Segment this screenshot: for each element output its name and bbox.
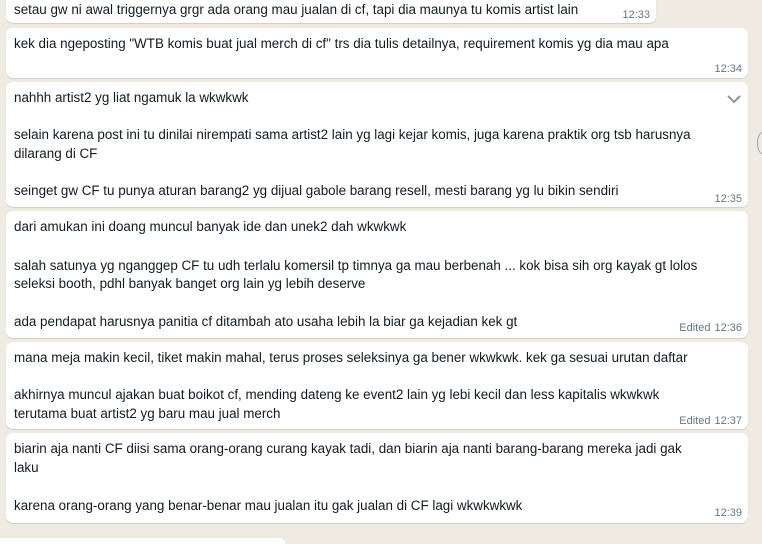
message-time — [714, 193, 742, 205]
message-text: seleksi booth, pdhl banyak banget org lain yg lebih deserve — [14, 276, 366, 291]
side-scroll-handle[interactable] — [757, 132, 762, 154]
message-bubble[interactable] — [6, 342, 748, 429]
timestamp: 12:33 — [622, 9, 650, 21]
message-text: karena orang-orang yang benar-benar mau jualan itu gak jualan di CF lagi wkwkwkwk — [14, 498, 523, 513]
message-time — [714, 63, 742, 75]
message-meta — [679, 322, 742, 334]
message-bubble[interactable] — [6, 82, 748, 207]
message-bubble[interactable] — [6, 433, 748, 523]
message-meta — [679, 415, 742, 427]
message-text: mana meja makin kecil, tiket makin mahal, terus proses seleksinya ga bener wkwkwk. kek ga sesuai urutan daftar — [14, 350, 688, 365]
message-bubble[interactable] — [6, 211, 748, 338]
message-text: dari amukan ini doang muncul banyak ide dan unek2 dah wkwkwk — [14, 219, 407, 234]
message-text: dilarang di CF — [14, 146, 98, 161]
chevron-down-icon[interactable] — [726, 92, 742, 104]
timestamp: 12:36 — [714, 322, 742, 334]
message-text: terutama buat artist2 yg baru mau jual merch — [14, 406, 281, 421]
message-text: kek dia ngeposting "WTB komis buat jual merch di cf" trs dia tulis detailnya, requirement komis yg dia mau apa — [14, 36, 669, 51]
message-bubble[interactable] — [6, 0, 656, 23]
message-text: akhirnya muncul ajakan buat boikot cf, mending dateng ke event2 lain yg lebi kecil dan less kapitalis wkwkwk — [14, 387, 660, 402]
message-text: laku — [14, 460, 39, 475]
message-bubble[interactable] — [6, 28, 748, 78]
timestamp: 12:39 — [714, 507, 742, 519]
edited-label: Edited — [679, 415, 711, 427]
message-text: setau gw ni awal triggernya grgr ada orang mau jualan di cf, tapi dia maunya tu komis artist lain — [14, 2, 579, 17]
message-text: ada pendapat harusnya panitia cf ditambah ato usaha lebih la biar ga kejadian kek gt — [14, 314, 518, 329]
message-text: biarin aja nanti CF diisi sama orang-orang curang kayak tadi, dan biarin aja nanti barang-barang mereka jadi gak — [14, 441, 682, 456]
timestamp: 12:34 — [714, 63, 742, 75]
message-time — [714, 507, 742, 519]
message-text: nahhh artist2 yg liat ngamuk la wkwkwk — [14, 90, 249, 105]
timestamp: 12:37 — [714, 415, 742, 427]
message-text: selain karena post ini tu dinilai nirempati sama artist2 lain yg lagi kejar komis, juga karena praktik org tsb harusnya — [14, 127, 691, 142]
timestamp: 12:35 — [714, 193, 742, 205]
edited-label: Edited — [679, 322, 711, 334]
message-time — [622, 9, 650, 21]
partial-bubble-bottom — [0, 538, 285, 544]
message-text: seinget gw CF tu punya aturan barang2 yg dijual gabole barang resell, mesti barang yg lu bikin sendiri — [14, 183, 619, 198]
message-text: salah satunya yg nganggep CF tu udh terlalu komersil tp timnya ga mau berbenah ... kok bisa sih org kayak gt lolos — [14, 258, 698, 273]
